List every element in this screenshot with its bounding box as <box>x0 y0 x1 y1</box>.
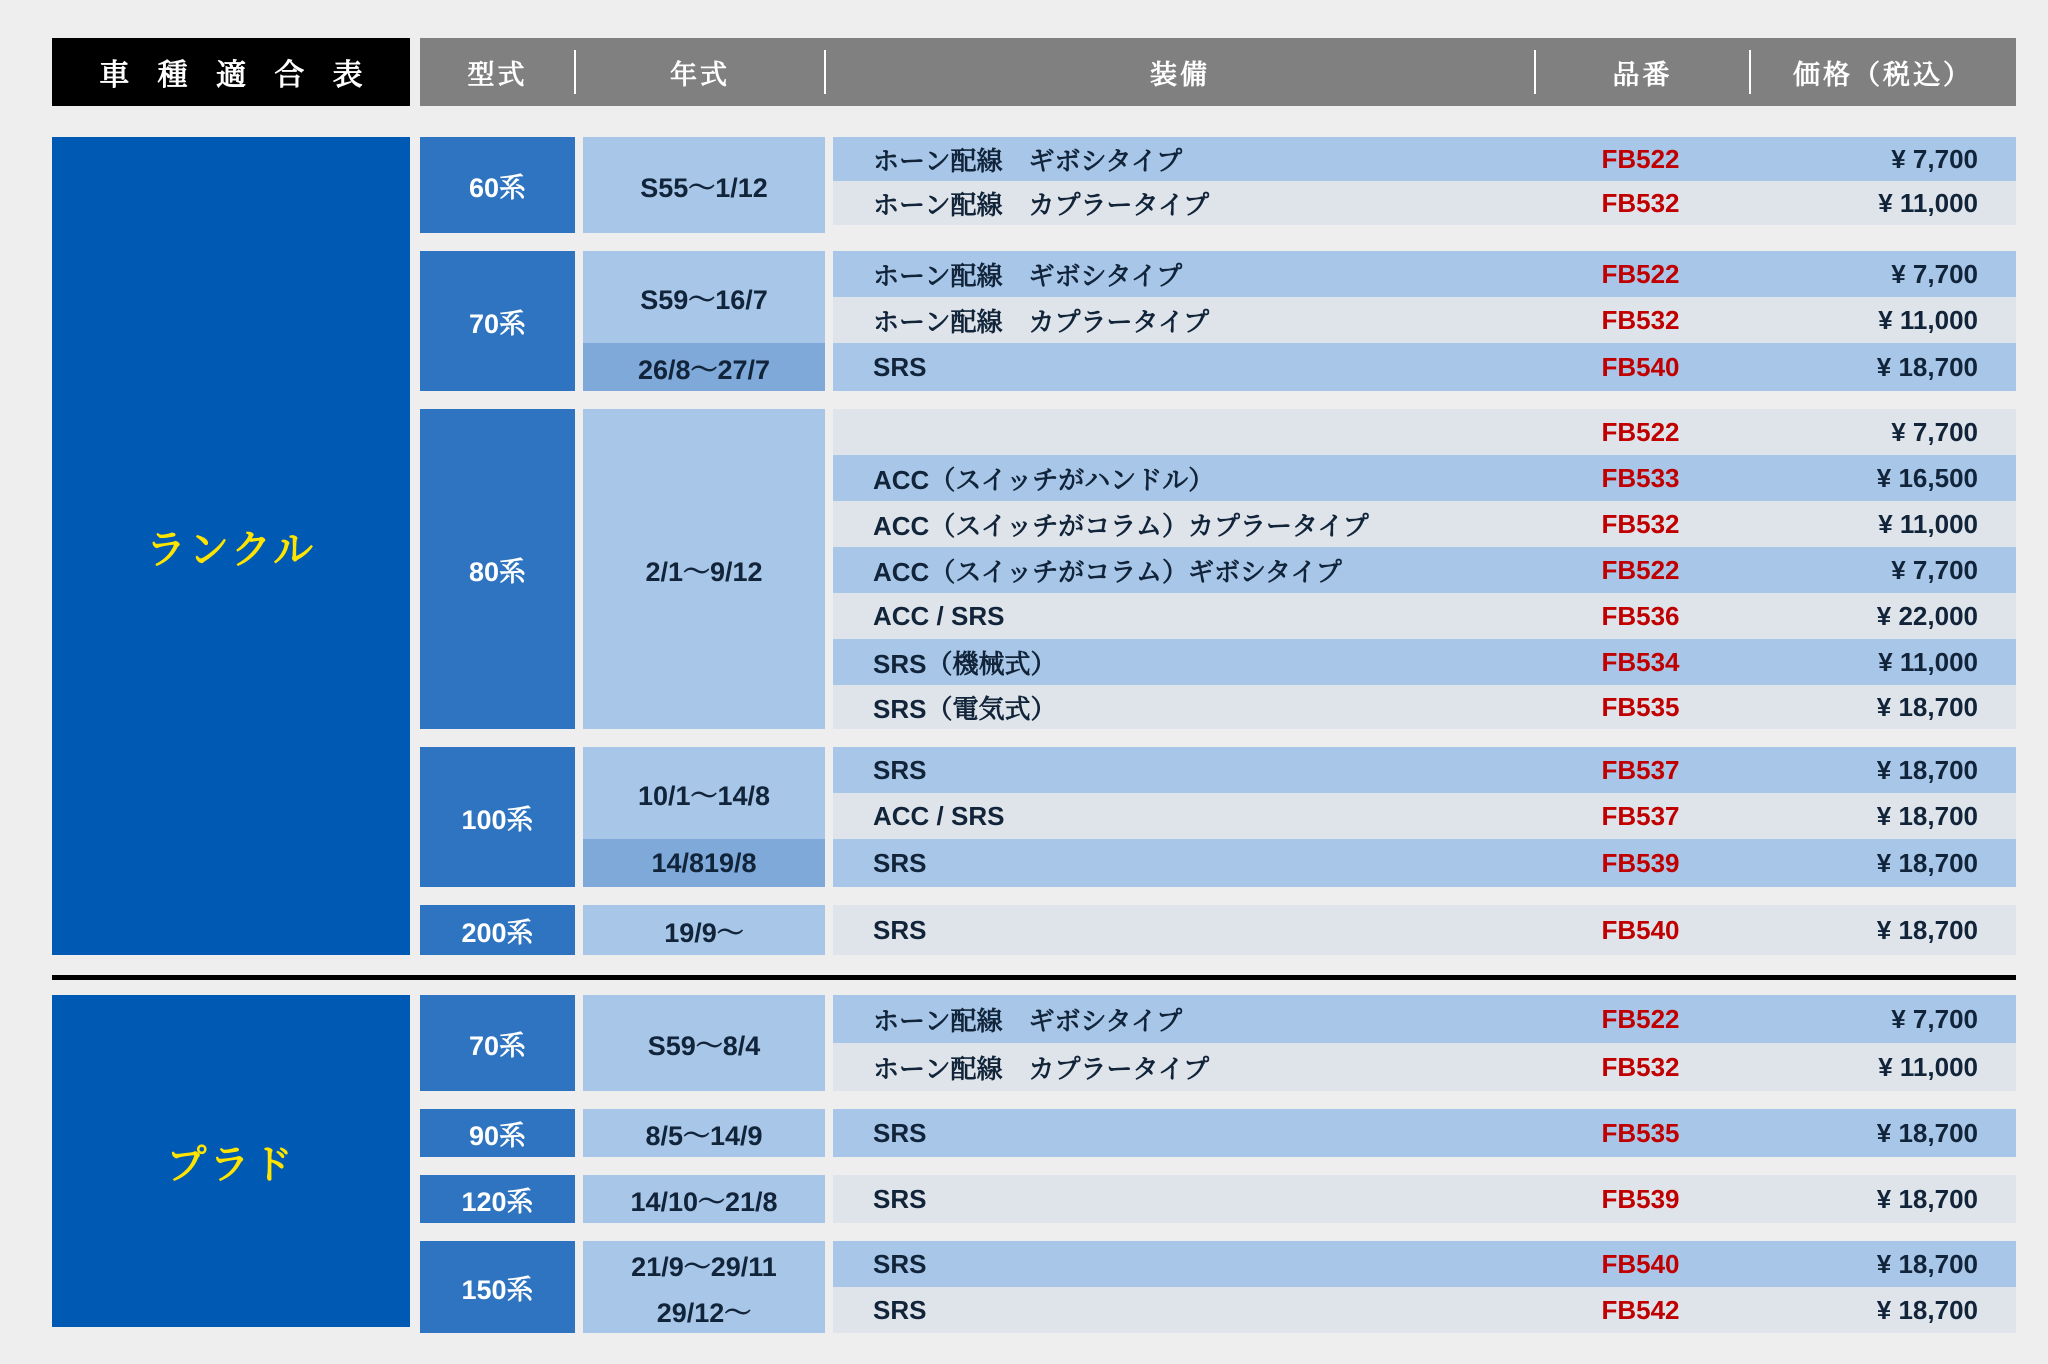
year-chip: S55〜1/12 <box>583 137 825 233</box>
year-chip: 29/12〜 <box>583 1287 825 1333</box>
model-chip: 100系 <box>420 747 575 887</box>
model-chip: 60系 <box>420 137 575 233</box>
part-number-cell: FB522 <box>1601 258 1680 289</box>
year-chip: 14/10〜21/8 <box>583 1175 825 1223</box>
model-chip: 90系 <box>420 1109 575 1157</box>
equipment-cell: SRS <box>873 754 927 785</box>
part-number-cell: FB532 <box>1601 508 1680 539</box>
part-number-cell: FB540 <box>1601 914 1680 945</box>
price-cell: ¥ 18,700 <box>1876 1117 1978 1148</box>
price-cell: ¥ 22,000 <box>1876 600 1978 631</box>
year-chip: 14/819/8 <box>583 839 825 887</box>
equipment-cell: SRS <box>873 1248 927 1279</box>
equipment-cell: SRS <box>873 1294 927 1325</box>
price-cell: ¥ 18,700 <box>1876 1248 1978 1279</box>
equipment-cell: SRS <box>873 847 927 878</box>
page-title: 車 種 適 合 表 <box>52 38 410 106</box>
year-chip: 19/9〜 <box>583 905 825 955</box>
equipment-cell: ACC / SRS <box>873 600 1005 631</box>
header-separator <box>1749 50 1751 94</box>
year-chip: 26/8〜27/7 <box>583 343 825 391</box>
part-number-cell: FB532 <box>1601 304 1680 335</box>
equipment-cell: SRS <box>873 1183 927 1214</box>
part-number-cell: FB535 <box>1601 691 1680 722</box>
column-header-equipment: 装備 <box>825 38 1535 106</box>
equipment-cell: ホーン配線 ギボシタイプ <box>873 1005 1183 1036</box>
price-cell: ¥ 11,000 <box>1878 187 1978 218</box>
brand-label-prado: プラド <box>52 995 410 1327</box>
price-cell: ¥ 16,500 <box>1876 462 1978 493</box>
price-cell: ¥ 11,000 <box>1878 646 1978 677</box>
part-number-cell: FB522 <box>1601 416 1680 447</box>
column-header-price: 価格（税込） <box>1750 38 2016 106</box>
price-cell: ¥ 11,000 <box>1878 304 1978 335</box>
price-cell: ¥ 11,000 <box>1878 1051 1978 1082</box>
price-cell: ¥ 18,700 <box>1876 847 1978 878</box>
equipment-cell: SRS <box>873 1117 927 1148</box>
column-header-year: 年式 <box>575 38 825 106</box>
column-header-part-number: 品番 <box>1535 38 1750 106</box>
part-number-cell: FB534 <box>1601 646 1680 677</box>
part-number-cell: FB537 <box>1601 800 1680 831</box>
model-chip: 70系 <box>420 251 575 391</box>
model-chip: 120系 <box>420 1175 575 1223</box>
equipment-cell: ホーン配線 カプラータイプ <box>873 306 1210 337</box>
price-cell: ¥ 18,700 <box>1876 914 1978 945</box>
part-number-cell: FB522 <box>1601 554 1680 585</box>
model-chip: 150系 <box>420 1241 575 1333</box>
part-number-cell: FB532 <box>1601 187 1680 218</box>
price-cell: ¥ 7,700 <box>1891 143 1978 174</box>
part-number-cell: FB537 <box>1601 754 1680 785</box>
model-chip: 200系 <box>420 905 575 955</box>
part-number-cell: FB522 <box>1601 143 1680 174</box>
price-cell: ¥ 7,700 <box>1891 1003 1978 1034</box>
price-cell: ¥ 18,700 <box>1876 351 1978 382</box>
equipment-cell: ACC（スイッチがハンドル） <box>873 464 1215 495</box>
part-number-cell: FB535 <box>1601 1117 1680 1148</box>
equipment-cell: SRS（電気式） <box>873 693 1057 724</box>
equipment-cell: ACC（スイッチがコラム）カプラータイプ <box>873 510 1369 541</box>
equipment-cell: ACC（スイッチがコラム）ギボシタイプ <box>873 556 1342 587</box>
price-cell: ¥ 18,700 <box>1876 754 1978 785</box>
equipment-cell: ホーン配線 カプラータイプ <box>873 189 1210 220</box>
year-chip: 8/5〜14/9 <box>583 1109 825 1157</box>
year-chip: 10/1〜14/8 <box>583 747 825 839</box>
part-number-cell: FB540 <box>1601 1248 1680 1279</box>
part-number-cell: FB539 <box>1601 1183 1680 1214</box>
price-cell: ¥ 11,000 <box>1878 508 1978 539</box>
year-chip: S59〜8/4 <box>583 995 825 1091</box>
price-cell: ¥ 18,700 <box>1876 1183 1978 1214</box>
equipment-cell: SRS <box>873 351 927 382</box>
part-number-cell: FB536 <box>1601 600 1680 631</box>
group-divider <box>52 975 2016 980</box>
equipment-cell: SRS <box>873 914 927 945</box>
header-separator <box>574 50 576 94</box>
equipment-cell: ホーン配線 カプラータイプ <box>873 1053 1210 1084</box>
model-chip: 80系 <box>420 409 575 729</box>
model-chip: 70系 <box>420 995 575 1091</box>
equipment-cell <box>833 409 1533 455</box>
part-number-cell: FB540 <box>1601 351 1680 382</box>
part-number-cell: FB542 <box>1601 1294 1680 1325</box>
price-cell: ¥ 18,700 <box>1876 800 1978 831</box>
part-number-cell: FB522 <box>1601 1003 1680 1034</box>
price-cell: ¥ 18,700 <box>1876 1294 1978 1325</box>
price-cell: ¥ 18,700 <box>1876 691 1978 722</box>
price-cell: ¥ 7,700 <box>1891 258 1978 289</box>
year-chip: S59〜16/7 <box>583 251 825 343</box>
equipment-cell: ホーン配線 ギボシタイプ <box>873 145 1183 176</box>
part-number-cell: FB539 <box>1601 847 1680 878</box>
header-separator <box>1534 50 1536 94</box>
year-chip: 2/1〜9/12 <box>583 409 825 729</box>
column-header-model: 型式 <box>420 38 575 106</box>
header-separator <box>824 50 826 94</box>
brand-label-landcruiser: ランクル <box>52 137 410 955</box>
price-cell: ¥ 7,700 <box>1891 554 1978 585</box>
part-number-cell: FB533 <box>1601 462 1680 493</box>
year-chip: 21/9〜29/11 <box>583 1241 825 1287</box>
part-number-cell: FB532 <box>1601 1051 1680 1082</box>
price-cell: ¥ 7,700 <box>1891 416 1978 447</box>
equipment-cell: ホーン配線 ギボシタイプ <box>873 260 1183 291</box>
equipment-cell: ACC / SRS <box>873 800 1005 831</box>
equipment-cell: SRS（機械式） <box>873 648 1057 679</box>
